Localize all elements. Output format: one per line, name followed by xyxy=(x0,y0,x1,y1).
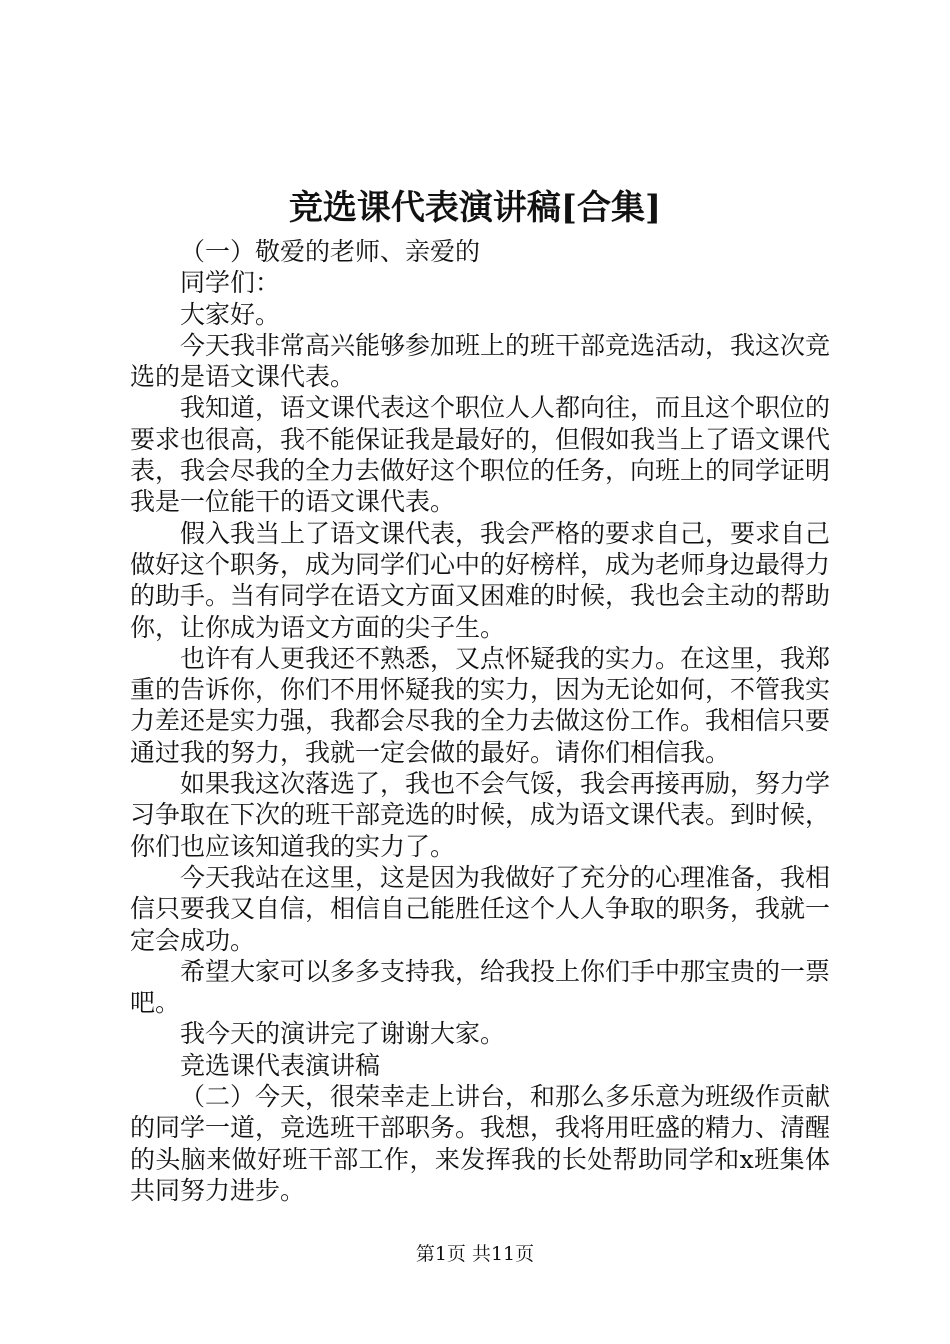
document-body xyxy=(130,236,830,1206)
paragraph: 大家好。 xyxy=(180,299,281,329)
paragraph: 我今天的演讲完了谢谢大家。 xyxy=(180,1019,506,1049)
paragraph: 也许有人更我还不熟悉，又点怀疑我的实力。在这里，我郑重的告诉你，你们不用怀疑我的实力，因为无论如何，不管我实力差还是实力强，我都会尽我的全力去做这份工作。我相信只要通过我的努力，我就一定会做的最好。请你们相信我。 xyxy=(130,643,831,767)
paragraph: 我知道，语文课代表这个职位人人都向往，而且这个职位的要求也很高，我不能保证我是最好的，但假如我当上了语文课代表，我会尽我的全力去做好这个职位的任务，向班上的同学证明我是一位能干的语文课代表。 xyxy=(130,393,831,517)
paragraph: （一）敬爱的老师、亲爱的 xyxy=(180,237,481,266)
paragraph: 同学们： xyxy=(180,268,281,298)
paragraph: （二）今天，很荣幸走上讲台，和那么多乐意为班级作贡献的同学一道，竞选班干部职务。我想，我将用旺盛的精力、清醒的头脑来做好班干部工作，来发挥我的长处帮助同学和x班集体共同努力进步。 xyxy=(130,1082,831,1205)
paragraph: 希望大家可以多多支持我，给我投上你们手中那宝贵的一票吧。 xyxy=(130,956,831,1018)
paragraph: 竞选课代表演讲稿 xyxy=(180,1050,381,1080)
paragraph: 如果我这次落选了，我也不会气馁，我会再接再励，努力学习争取在下次的班干部竞选的时候，成为语文课代表。到时候，你们也应该知道我的实力了。 xyxy=(130,769,831,861)
page-number-footer: 第1页 共11页 xyxy=(415,1243,535,1265)
paragraph: 今天我站在这里，这是因为我做好了充分的心理准备，我相信只要我又自信，相信自己能胜任这个人人争取的职务，我就一定会成功。 xyxy=(130,862,831,955)
paragraph: 今天我非常高兴能够参加班上的班干部竞选活动，我这次竞选的是语文课代表。 xyxy=(130,330,831,392)
paragraph: 假入我当上了语文课代表，我会严格的要求自己，要求自己做好这个职务，成为同学们心中的好榜样，成为老师身边最得力的助手。当有同学在语文方面又困难的时候，我也会主动的帮助你，让你成为语文方面的尖子生。 xyxy=(130,518,831,642)
document-title: 竞选课代表演讲稿[合集] xyxy=(288,188,662,228)
